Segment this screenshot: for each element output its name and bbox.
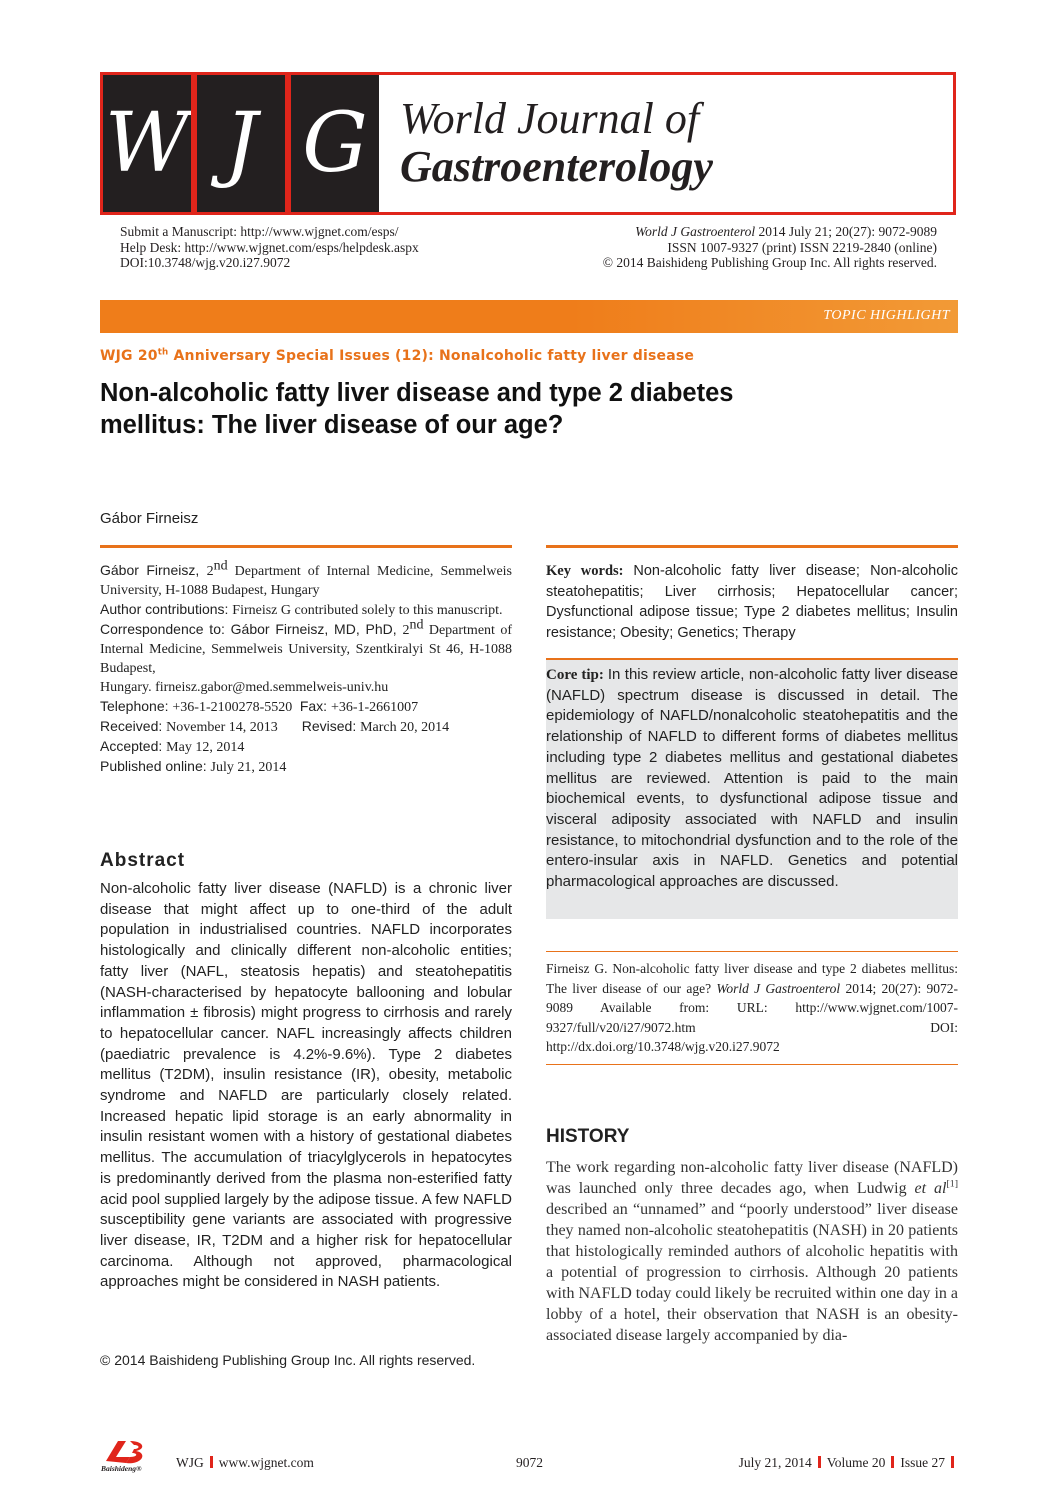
corr-label: Correspondence to: Gábor Firneisz, MD, PhD, bbox=[100, 621, 403, 637]
publisher-logo bbox=[100, 1437, 162, 1473]
logo-letter-g: G bbox=[291, 75, 379, 212]
abstract-body: Non-alcoholic fatty liver disease (NAFLD) is a chronic liver disease that might affect up to one-third of the adult population in industrialised countries. NAFLD incorporates histologically and clinically different non-alcoholic entities; fatty liver (NAFL, steatosis hepatis) and steatohepatitis (NASH-characterised by hepatocyte ballooning and lobular inflammation ± fibrosis) might progress to cirrhosis and rarely to hepatocellular cancer. NAFL increasingly affects children (paediatric prevalence is 4.2%-9.6%). Type 2 diabetes mellitus (T2DM), insulin resistance (IR), obesity, metabolic syndrome and NAFLD are particularly closely related. Increased hepatic lipid storage is an early abnormality in insulin resistant women with a history of gestational diabetes mellitus. The accumulation of triacylglycerols in hepatocytes is predominantly derived from the plasma non-esterified fatty acid pool supplied largely by the adipose tissue. A few NAFLD susceptibility gene variants are associated with progressive liver disease, IR, T2DM and a higher risk for hepatocellular carcinoma. Although not approved, pharmacological approaches might be considered in NASH patients. bbox=[100, 880, 512, 1291]
corr-num: 2 bbox=[402, 623, 410, 638]
special-issue-label bbox=[100, 348, 694, 364]
abstract-copyright: © 2014 Baishideng Publishing Group Inc. All rights reserved. bbox=[100, 1352, 476, 1368]
affiliation-block bbox=[100, 558, 512, 777]
helpdesk-link[interactable]: Help Desk: http://www.wjgnet.com/esps/helpdesk.aspx bbox=[120, 239, 419, 255]
tel-label: Telephone: bbox=[100, 698, 173, 714]
affiliation bbox=[100, 558, 512, 600]
received-date: November 14, 2013 bbox=[166, 720, 278, 735]
citation bbox=[546, 959, 958, 1057]
history-body bbox=[546, 1157, 958, 1346]
telephone-fax bbox=[100, 697, 512, 717]
author-name: Gábor Firneisz bbox=[100, 510, 199, 527]
abstract-heading: Abstract bbox=[100, 850, 186, 871]
submit-link[interactable]: Submit a Manuscript: http://www.wjgnet.com/esps/ bbox=[120, 224, 399, 239]
keywords-label: Key words: bbox=[546, 563, 634, 579]
journal-name-line2: Gastroenterology bbox=[400, 142, 713, 191]
fax: +36-1-2661007 bbox=[330, 700, 419, 715]
doi: DOI:10.3748/wjg.v20.i27.9072 bbox=[120, 255, 291, 270]
header-meta-left bbox=[120, 224, 419, 271]
issue-info: 2014 July 21; 20(27): 9072-9089 bbox=[755, 224, 937, 239]
footer-site[interactable]: www.wjgnet.com bbox=[218, 1455, 314, 1470]
citation-part1: Firneisz G. Non-alcoholic fatty liver disease and type 2 diabetes mellitus: The liver disease of our age? bbox=[546, 961, 958, 996]
journal-abbrev: World J Gastroenterol bbox=[635, 224, 756, 239]
footer-issue: Issue 27 bbox=[900, 1455, 945, 1470]
received-revised bbox=[100, 717, 512, 737]
core-tip-label: Core tip: bbox=[546, 667, 608, 683]
journal-name-line1: World Journal of bbox=[400, 94, 700, 143]
article-title-line2: mellitus: The liver disease of our age? bbox=[100, 411, 564, 439]
accepted-label: Accepted: bbox=[100, 738, 167, 754]
article-title-line1: Non-alcoholic fatty liver disease and type 2 diabetes bbox=[100, 379, 734, 407]
affiliation-dept: Department of Internal Medicine, Semmelweis University, H-1088 Budapest, Hungary bbox=[100, 564, 512, 598]
citation-bottom-rule bbox=[546, 1064, 958, 1065]
correspondence-email bbox=[100, 678, 512, 697]
footer-separator bbox=[818, 1456, 821, 1468]
logo-letter-j: J bbox=[197, 75, 285, 212]
history-part1: The work regarding non-alcoholic fatty liver disease (NAFLD) was launched only three decades ago, when Ludwig bbox=[546, 1159, 958, 1197]
correspondence bbox=[100, 617, 512, 678]
core-tip-box bbox=[546, 658, 958, 919]
divider-right bbox=[546, 545, 958, 548]
citation-part2[interactable]: 2014; 20(27): 9072-9089 Available from: URL: http://www.wjgnet.com/1007-9327/full/v20/i27/9072.htm DOI: http://dx.doi.org/10.3748/wjg.v20.i27.9072 bbox=[546, 980, 958, 1054]
topic-label: TOPIC HIGHLIGHT bbox=[823, 308, 950, 323]
accepted-date: May 12, 2014 bbox=[166, 740, 245, 755]
revised-label: Revised: bbox=[301, 718, 361, 734]
fax-label: Fax: bbox=[299, 698, 331, 714]
topic-bar bbox=[100, 300, 958, 333]
contrib-label: Author contributions: bbox=[100, 601, 233, 617]
history-heading: HISTORY bbox=[546, 1126, 630, 1147]
accepted bbox=[100, 737, 512, 757]
special-issue-sup: th bbox=[157, 347, 169, 358]
header-meta-right bbox=[603, 224, 937, 271]
affiliation-dept-num: 2 bbox=[206, 564, 214, 579]
footer-separator bbox=[951, 1456, 954, 1468]
history-et-al: et al bbox=[914, 1180, 947, 1197]
corr-address: Department of Internal Medicine, Semmelweis University, Szentkiralyi St 46, H-1088 Budapest, bbox=[100, 623, 512, 676]
footer-left bbox=[176, 1455, 314, 1471]
footer-right bbox=[739, 1455, 960, 1471]
footer-date: July 21, 2014 bbox=[738, 1455, 812, 1470]
special-issue-prefix: WJG 20 bbox=[100, 348, 158, 364]
contrib-text: Firneisz G contributed solely to this manuscript. bbox=[232, 603, 503, 618]
telephone: +36-1-2100278-5520 bbox=[172, 700, 293, 715]
citation-top-rule bbox=[546, 951, 958, 952]
logo-letter-w: W bbox=[103, 75, 191, 212]
reference-link[interactable]: [1] bbox=[946, 1178, 958, 1190]
corr-email[interactable]: Hungary. firneisz.gabor@med.semmelweis-univ.hu bbox=[100, 680, 389, 695]
footer-separator bbox=[891, 1456, 894, 1468]
journal-name bbox=[400, 95, 713, 191]
logo-text: Baishideng® bbox=[101, 1464, 142, 1473]
received-label: Received: bbox=[100, 718, 167, 734]
divider-left bbox=[100, 545, 512, 548]
baishideng-logo-icon bbox=[100, 1437, 162, 1473]
keywords-text: Non-alcoholic fatty liver disease; Non-alcoholic steatohepatitis; Liver cirrhosis; Hepatocellular cancer; Dysfunctional adipose tissue; Type 2 diabetes mellitus; Insulin resistance; Obesity; Genetics; Therapy bbox=[546, 563, 958, 641]
header-copyright: © 2014 Baishideng Publishing Group Inc. All rights reserved. bbox=[602, 255, 937, 270]
footer-volume: Volume 20 bbox=[826, 1455, 886, 1470]
journal-masthead bbox=[100, 72, 956, 215]
author-contributions bbox=[100, 600, 512, 620]
special-issue-suffix: Anniversary Special Issues (12): Nonalcoholic fatty liver disease bbox=[168, 348, 695, 364]
citation-journal: World J Gastroenterol bbox=[716, 980, 841, 996]
published bbox=[100, 757, 512, 777]
corr-sup: nd bbox=[409, 617, 424, 633]
affiliation-dept-sup: nd bbox=[213, 558, 228, 574]
journal-issue-info bbox=[603, 224, 937, 240]
affiliation-author: Gábor Firneisz, bbox=[100, 562, 207, 578]
keywords bbox=[546, 561, 958, 643]
article-title bbox=[100, 377, 920, 441]
page-number: 9072 bbox=[516, 1455, 543, 1470]
issn: ISSN 1007-9327 (print) ISSN 2219-2840 (online) bbox=[667, 239, 937, 255]
footer-journal: WJG bbox=[176, 1455, 204, 1470]
history-part2: described an “unnamed” and “poorly understood” liver disease they named non-alcoholic steatohepatitis (NASH) in 20 patients that histologically reminded authors of alcoholic hepatitis with a potential of progression to cirrhosis. Although 20 patients with NAFLD today could likely be recruited within one day in a lobby of a hotel, their observation that NASH is an obesity-associated disease largely accompanied by dia- bbox=[546, 1201, 958, 1344]
revised-date: March 20, 2014 bbox=[360, 720, 450, 735]
published-date: July 21, 2014 bbox=[210, 760, 287, 775]
footer-separator bbox=[210, 1456, 213, 1468]
published-label: Published online: bbox=[100, 758, 211, 774]
core-tip bbox=[546, 665, 958, 893]
core-tip-text: In this review article, non-alcoholic fatty liver disease (NAFLD) spectrum disease is discussed in detail. The epidemiology of NAFLD/nonalcoholic steatohepatitis and the relationship of NAFLD to different forms of diabetes mellitus including type 2 diabetes mellitus and gestational diabetes mellitus are reviewed. Attention is paid to the main biochemical events, to dysfunctional adipose tissue and visceral adiposity associated with NAFLD and insulin resistance, to mitochondrial dysfunction and to the role of the entero-insular axis in NAFLD. Genetics and potential pharmacological approaches are discussed. bbox=[546, 666, 958, 891]
